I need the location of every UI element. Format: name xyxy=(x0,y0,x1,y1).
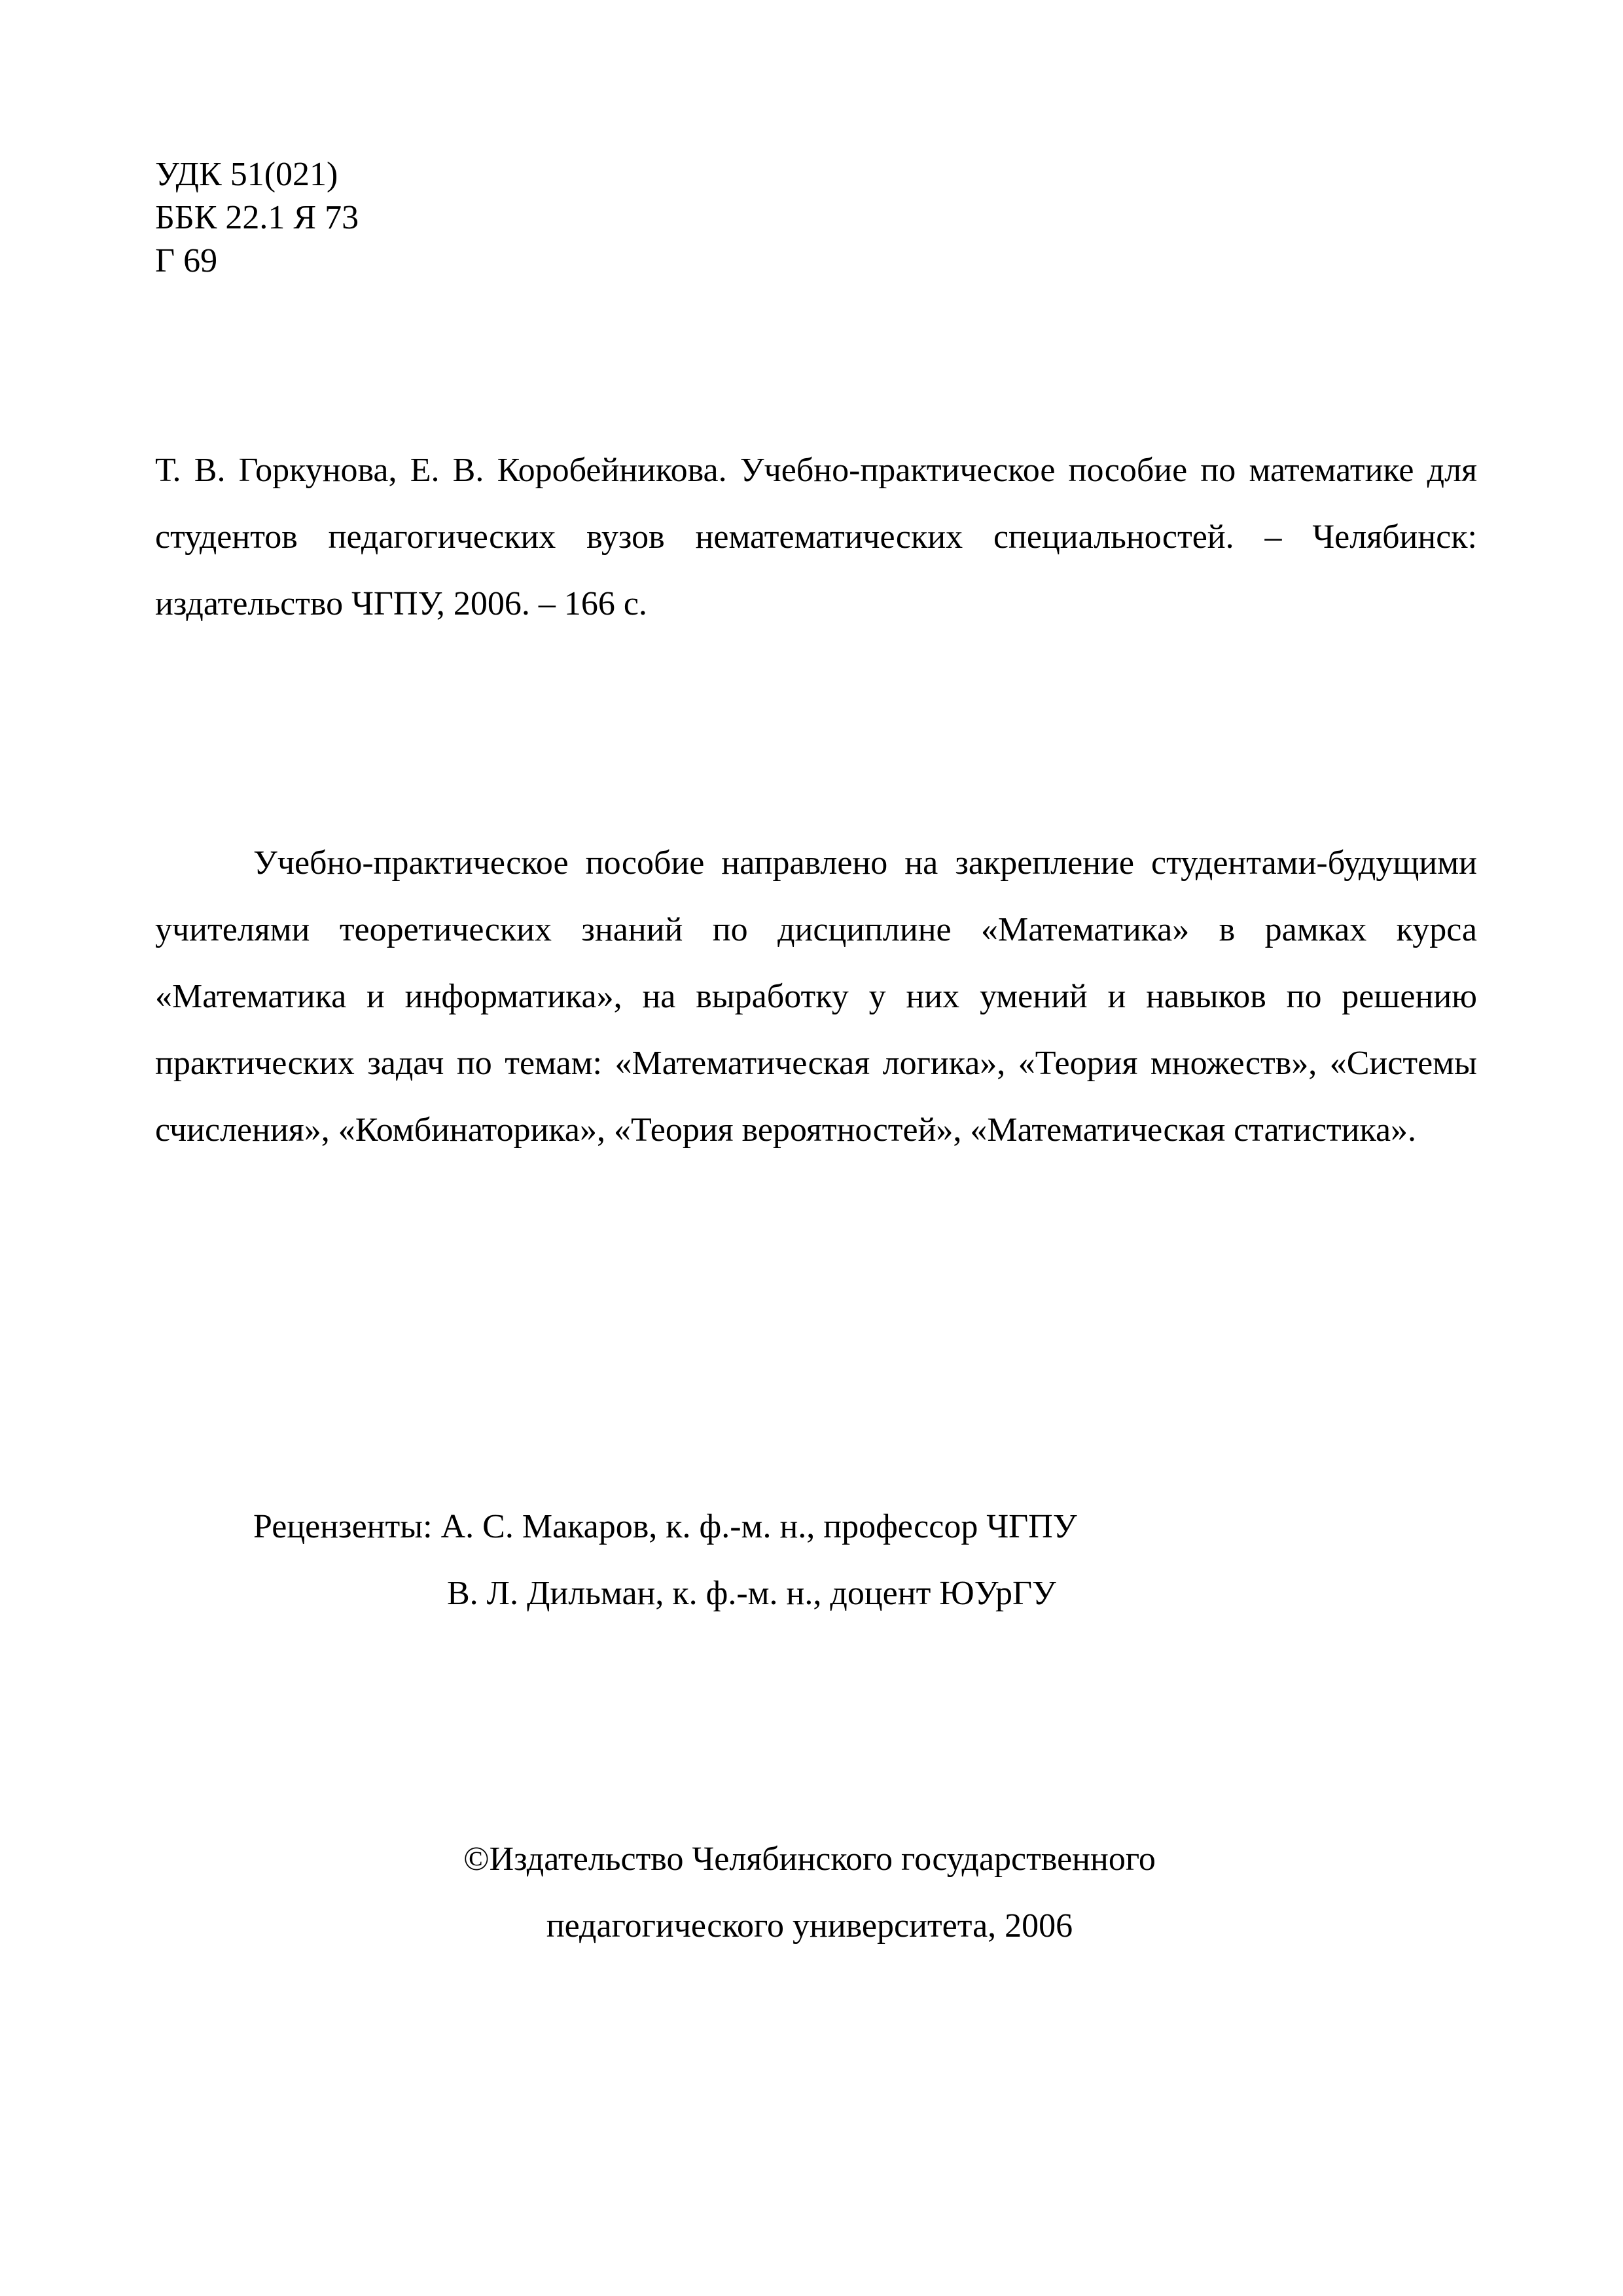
bibliographic-citation: Т. В. Горкунова, Е. В. Коробейникова. Учебно-практическое пособие по математике для студентов педагогических вузов нематематических специальностей. – Челябинск: издательство ЧГПУ, 2006. – 166 с. xyxy=(155,452,1477,622)
copyright-notice xyxy=(155,1826,1464,1960)
abstract-paragraph: Учебно-практическое пособие направлено на закрепление студентами-будущими учителями теоретических знаний по дисциплине «Математика» в рамках курса «Математика и информатика», на выработку у них умений и навыков по решению практических задач по темам: «Математическая логика», «Теория множеств», «Системы счисления», «Комбинаторика», «Теория вероятностей», «Математическая статистика». xyxy=(155,844,1477,1149)
index-codes xyxy=(155,153,1477,283)
reviewer-second: В. Л. Дильман, к. ф.-м. н., доцент ЮУрГУ xyxy=(447,1575,1056,1612)
bbk-code: ББК 22.1 Я 73 xyxy=(155,199,359,236)
reviewers xyxy=(155,1494,1477,1627)
reviewer-first: Рецензенты: А. С. Макаров, к. ф.-м. н., профессор ЧГПУ xyxy=(253,1508,1077,1545)
author-mark: Г 69 xyxy=(155,242,218,279)
copyright-line-1: ©Издательство Челябинского государственного xyxy=(463,1840,1156,1878)
copyright-line-2: педагогического университета, 2006 xyxy=(546,1907,1073,1945)
udk-code: УДК 51(021) xyxy=(155,156,338,193)
